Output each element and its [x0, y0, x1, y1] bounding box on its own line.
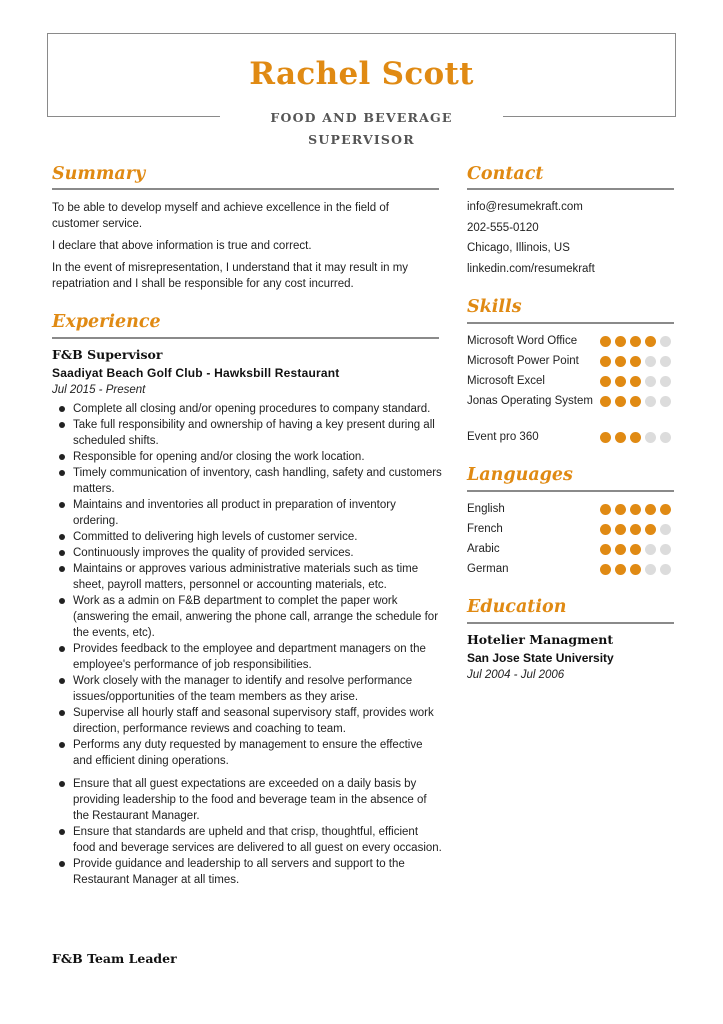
rating-dot-filled [615, 336, 626, 347]
job-title-banner: FOOD AND BEVERAGE SUPERVISOR [220, 107, 503, 129]
rating-dot-filled [600, 564, 611, 575]
summary-heading: Summary [52, 164, 146, 184]
rating-dot-filled [630, 564, 641, 575]
education-dates: Jul 2004 - Jul 2006 [467, 669, 565, 681]
experience-heading: Experience [52, 312, 161, 332]
list-item: Maintains or approves various administrative materials such as time sheet, payroll matters, personnel or accounting materials, etc. [57, 561, 442, 593]
rating-dot-empty [645, 356, 656, 367]
experience-rule [52, 337, 439, 339]
rating-label: Event pro 360 [467, 431, 539, 443]
languages-rule [467, 490, 674, 492]
rating-label: Jonas Operating System [467, 395, 593, 407]
summary-paragraph-1: To be able to develop myself and achieve excellence in the field of customer service. [52, 202, 389, 230]
rating-dot-empty [645, 432, 656, 443]
rating-dot-filled [600, 356, 611, 367]
list-item: Ensure that standards are upheld and that crisp, thoughtful, efficient food and beverage services are delivered to all guest on every occasion. [57, 824, 442, 856]
rating-label: French [467, 523, 503, 535]
rating-label: Microsoft Word Office [467, 335, 578, 347]
rating-label: Microsoft Excel [467, 375, 545, 387]
contact-linkedin[interactable]: linkedin.com/resumekraft [467, 263, 595, 275]
rating-dot-filled [630, 544, 641, 555]
rating-dot-filled [615, 564, 626, 575]
rating-dot-empty [660, 524, 671, 535]
list-item: Timely communication of inventory, cash handling, safety and customers matters. [57, 465, 442, 497]
job-responsibilities-1 [57, 401, 442, 888]
list-item: Ensure that all guest expectations are exceeded on a daily basis by providing leadership to the food and beverage team in the absence of the Restaurant Manager. [57, 776, 442, 824]
rating-dot-filled [630, 524, 641, 535]
list-item: Provide guidance and leadership to all servers and support to the Restaurant Manager at all times. [57, 856, 442, 888]
rating-label: English [467, 503, 505, 515]
rating-dots [600, 544, 671, 555]
summary-rule [52, 188, 439, 190]
education-rule [467, 622, 674, 624]
candidate-name: Rachel Scott [249, 56, 474, 92]
rating-dot-filled [615, 432, 626, 443]
rating-dot-filled [600, 336, 611, 347]
rating-dots [600, 524, 671, 535]
rating-dot-filled [600, 376, 611, 387]
rating-dot-empty [660, 564, 671, 575]
languages-heading: Languages [467, 465, 573, 485]
rating-dot-filled [645, 504, 656, 515]
rating-dot-filled [600, 544, 611, 555]
rating-dot-filled [645, 336, 656, 347]
rating-dots [600, 376, 671, 387]
rating-dot-empty [645, 396, 656, 407]
list-item: Provides feedback to the employee and department managers on the employee's performance of job responsibilities. [57, 641, 442, 673]
rating-dot-filled [600, 524, 611, 535]
education-degree: Hotelier Managment [467, 632, 614, 647]
summary-paragraph-3: In the event of misrepresentation, I understand that it may result in my repatriation and I shall be responsible for any cost incurred. [52, 262, 409, 290]
rating-dot-filled [615, 396, 626, 407]
rating-dot-filled [615, 524, 626, 535]
rating-dot-empty [645, 564, 656, 575]
education-school: San Jose State University [467, 651, 614, 665]
skills-heading: Skills [467, 297, 522, 317]
rating-dot-empty [660, 396, 671, 407]
rating-label: German [467, 563, 509, 575]
rating-dot-filled [645, 524, 656, 535]
list-item: Complete all closing and/or opening procedures to company standard. [57, 401, 442, 417]
list-item: Supervise all hourly staff and seasonal supervisory staff, provides work direction, performance reviews and coaching to team. [57, 705, 442, 737]
rating-dots [600, 504, 671, 515]
rating-dot-empty [645, 544, 656, 555]
rating-dots [600, 564, 671, 575]
rating-dot-empty [660, 432, 671, 443]
summary-paragraph-2: I declare that above information is true and correct. [52, 240, 312, 252]
rating-dot-filled [630, 432, 641, 443]
company-name-1: Saadiyat Beach Golf Club - Hawksbill Restaurant [52, 366, 340, 380]
contact-location: Chicago, Illinois, US [467, 242, 570, 254]
list-item: Continuously improves the quality of provided services. [57, 545, 442, 561]
list-item: Responsible for opening and/or closing the work location. [57, 449, 442, 465]
contact-heading: Contact [467, 164, 544, 184]
rating-dot-filled [600, 504, 611, 515]
rating-dot-empty [660, 544, 671, 555]
rating-dot-filled [630, 504, 641, 515]
list-item: Work as a admin on F&B department to complet the paper work (answering the email, anwering the phone call, arrange the schedule for the events, etc). [57, 593, 442, 641]
job-dates-1: Jul 2015 - Present [52, 384, 146, 396]
rating-dots [600, 432, 671, 443]
contact-email[interactable]: info@resumekraft.com [467, 201, 583, 213]
list-item: Maintains and inventories all product in preparation of inventory ordering. [57, 497, 442, 529]
rating-dot-filled [600, 396, 611, 407]
rating-dot-filled [660, 504, 671, 515]
rating-dot-filled [630, 396, 641, 407]
contact-phone: 202-555-0120 [467, 222, 539, 234]
rating-dot-filled [600, 432, 611, 443]
contact-rule [467, 188, 674, 190]
rating-dot-empty [660, 356, 671, 367]
rating-dot-empty [660, 336, 671, 347]
rating-dots [600, 396, 671, 407]
list-item: Take full responsibility and ownership of having a key present during all scheduled shifts. [57, 417, 442, 449]
rating-label: Arabic [467, 543, 500, 555]
rating-dots [600, 336, 671, 347]
job-title-1: F&B Supervisor [52, 347, 163, 362]
list-item: Work closely with the manager to identify and resolve performance issues/opportunities of the team members as they arise. [57, 673, 442, 705]
rating-dot-filled [630, 336, 641, 347]
rating-dot-filled [630, 376, 641, 387]
rating-dot-filled [615, 544, 626, 555]
rating-dot-filled [630, 356, 641, 367]
rating-dot-empty [660, 376, 671, 387]
rating-dot-filled [615, 504, 626, 515]
rating-label: Microsoft Power Point [467, 355, 579, 367]
education-heading: Education [467, 597, 567, 617]
rating-dots [600, 356, 671, 367]
rating-dot-empty [645, 376, 656, 387]
rating-dot-filled [615, 356, 626, 367]
skills-rule [467, 322, 674, 324]
rating-dot-filled [615, 376, 626, 387]
list-item: Performs any duty requested by management to ensure the effective and efficient dining operations. [57, 737, 442, 769]
list-item: Committed to delivering high levels of customer service. [57, 529, 442, 545]
job-title-2: F&B Team Leader [52, 951, 177, 966]
